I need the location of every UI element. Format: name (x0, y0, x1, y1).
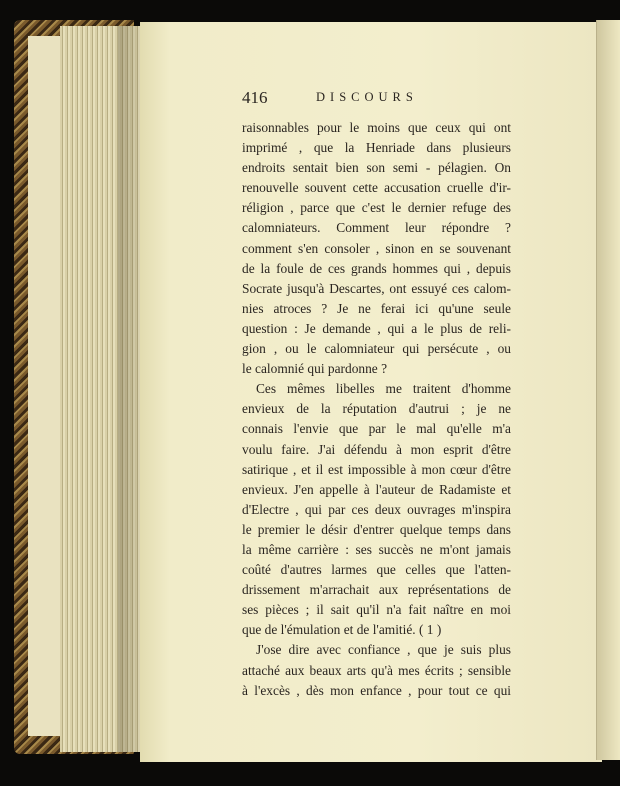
text-line: Socrate jusqu'à Descartes, ont essuyé ces calom- (242, 280, 511, 296)
text-line: Ces mêmes libelles me traitent d'homme (256, 381, 511, 397)
text-line: la même carrière : ses succès ne m'ont jamais (242, 541, 511, 557)
text-line: connais l'envie que par le mal qu'elle m'a (242, 421, 511, 437)
text-line: que de l'émulation et de l'amitié. ( 1 ) (242, 622, 442, 638)
text-line: coûté d'autres larmes que celles que l'atten- (242, 562, 511, 578)
text-line: drissement m'arrachait aux représentations de (242, 582, 511, 598)
text-line: renouvelle souvent cette accusation cruelle d'ir- (242, 180, 511, 196)
text-line: envieux. J'en appelle à l'auteur de Radamiste et (242, 481, 511, 497)
text-line: raisonnables pour le moins que ceux qui ont (242, 120, 511, 135)
text-line: ses pièces ; il sait qu'il n'a fait naître en moi (242, 602, 511, 618)
text-line: d'Electre , qui par ces deux ouvrages m'inspira (242, 501, 511, 517)
text-line: à l'excès , dès mon enfance , pour tout ce qui (242, 682, 511, 698)
right-page-edge (596, 20, 620, 760)
text-line: comment s'en consoler , sinon en se souvenant (242, 240, 511, 256)
text-line: question : Je demande , qui a le plus de reli- (242, 320, 511, 336)
text-line: J'ose dire avec confiance , que je suis plus (256, 642, 511, 658)
text-line: attaché aux beaux arts qu'à mes écrits ; sensible (242, 662, 511, 678)
running-head: DISCOURS (316, 90, 418, 104)
text-line: de la foule de ces grands hommes qui , depuis (242, 260, 511, 276)
text-line: gion , ou le calomniateur qui persécute , ou (242, 341, 511, 357)
text-line: satirique , et il est impossible à mon cœur d'être (242, 461, 511, 477)
text-line: réligion , parce que c'est le dernier refuge des (242, 200, 511, 216)
text-line: imprimé , que la Henriade dans plusieurs (242, 140, 511, 156)
text-line: le calomnié qui pardonne ? (242, 361, 388, 377)
text-line: nies atroces ? Je ne ferai ici qu'une seule (242, 300, 511, 316)
page-number: 416 (242, 88, 268, 107)
page-header (242, 88, 542, 110)
text-line: voulu faire. J'ai défendu à mon esprit d'être (242, 441, 511, 457)
body-text (242, 118, 511, 701)
text-line: endroits sentait bien son semi - pélagien. On (242, 160, 511, 176)
text-line: calomniateurs. Comment leur répondre ? (242, 220, 511, 236)
text-line: envieux de la réputation d'autrui ; je ne (242, 401, 511, 417)
text-line: le premier le désir d'entrer quelque temps dans (242, 521, 511, 537)
